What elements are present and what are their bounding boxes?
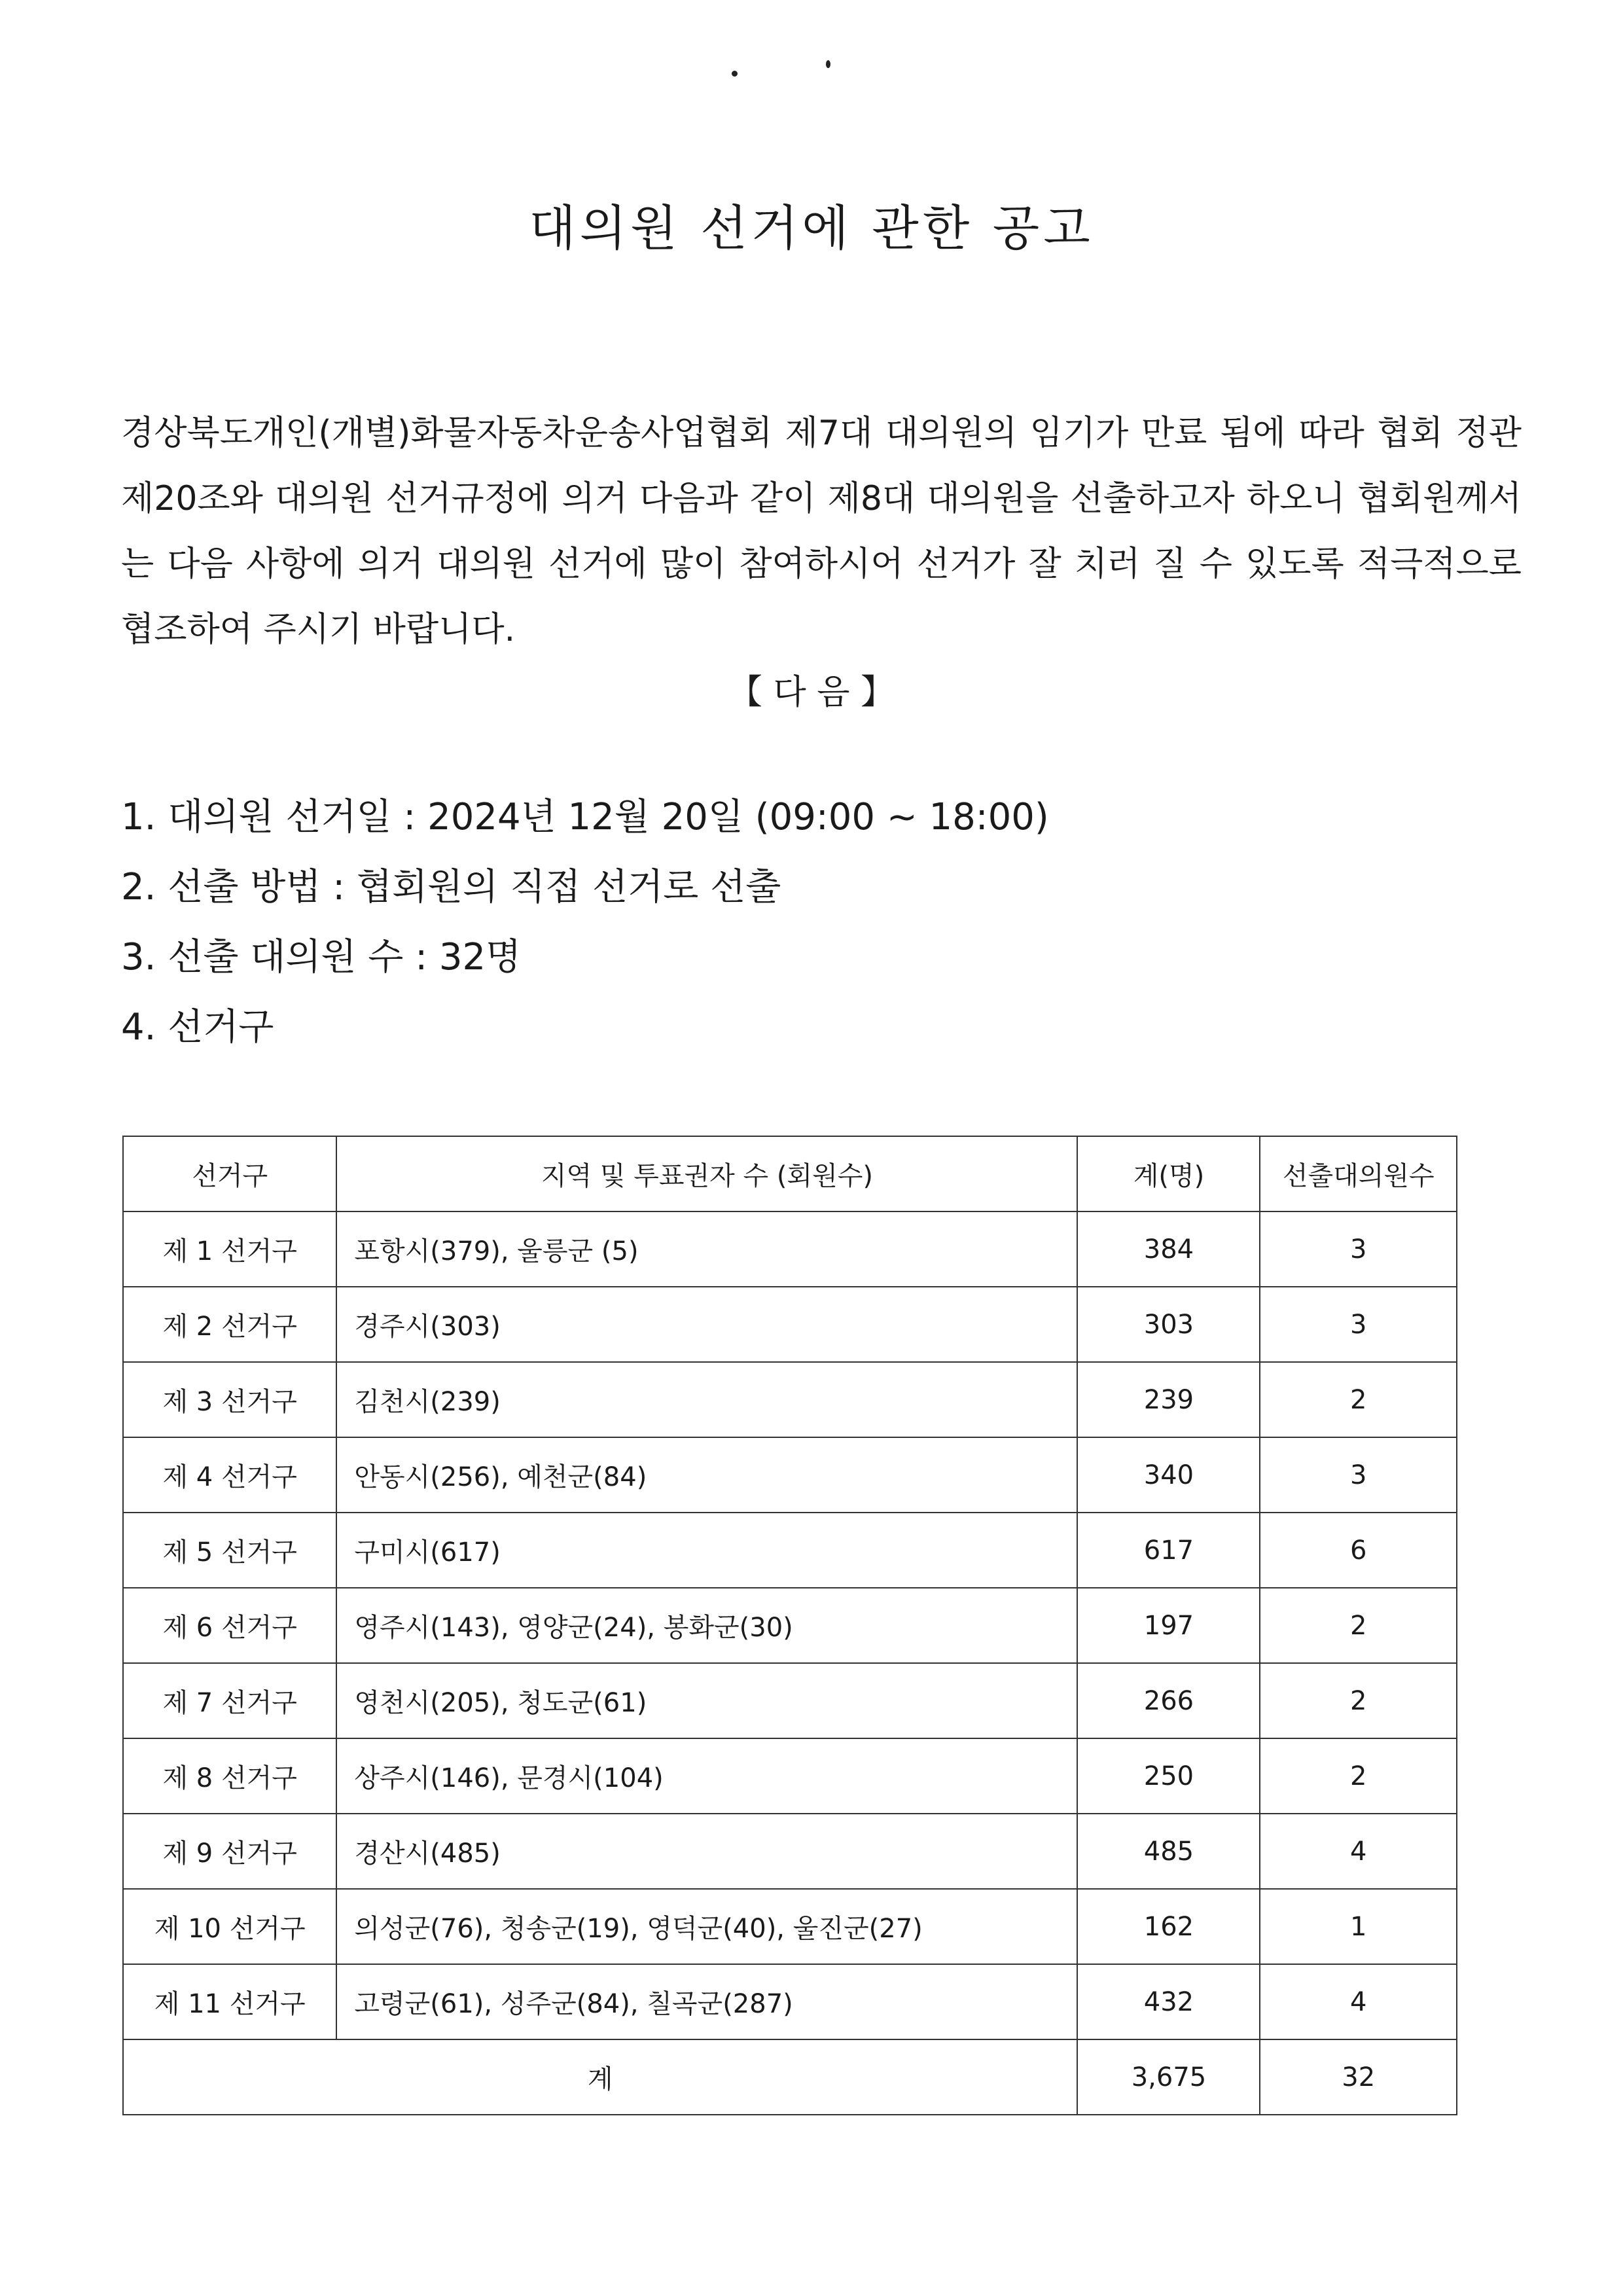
header-total: 계(명) <box>1077 1136 1260 1211</box>
total-cell: 250 <box>1077 1738 1260 1814</box>
table-row <box>123 1437 1457 1513</box>
district-cell: 제 11 선거구 <box>123 1964 336 2039</box>
reps-cell: 4 <box>1260 1964 1457 2039</box>
table-row <box>123 1513 1457 1588</box>
page-title: 대의원 선거에 관한 공고 <box>529 200 1094 257</box>
reps-cell: 3 <box>1260 1211 1457 1287</box>
district-cell: 제 4 선거구 <box>123 1437 336 1513</box>
total-reps: 32 <box>1260 2039 1457 2115</box>
table-header-row <box>123 1136 1457 1211</box>
header-region: 지역 및 투표권자 수 (회원수) <box>336 1136 1077 1211</box>
reps-cell: 2 <box>1260 1362 1457 1437</box>
district-cell: 제 8 선거구 <box>123 1738 336 1814</box>
table-row <box>123 1588 1457 1663</box>
region-cell: 의성군(76), 청송군(19), 영덕군(40), 울진군(27) <box>336 1889 1077 1964</box>
list-item-count: 3. 선출 대의원 수 : 32명 <box>121 936 522 978</box>
list-item-date: 1. 대의원 선거일 : 2024년 12월 20일 (09:00 ~ 18:00) <box>121 796 1049 838</box>
table-row <box>123 1211 1457 1287</box>
table-row <box>123 1362 1457 1437</box>
reps-cell: 3 <box>1260 1437 1457 1513</box>
scan-speck <box>826 60 830 68</box>
total-cell: 340 <box>1077 1437 1260 1513</box>
region-cell: 김천시(239) <box>336 1362 1077 1437</box>
district-cell: 제 3 선거구 <box>123 1362 336 1437</box>
scan-speck <box>732 71 738 77</box>
table-row <box>123 1889 1457 1964</box>
region-cell: 고령군(61), 성주군(84), 칠곡군(287) <box>336 1964 1077 2039</box>
district-cell: 제 5 선거구 <box>123 1513 336 1588</box>
total-cell: 485 <box>1077 1814 1260 1889</box>
total-count: 3,675 <box>1077 2039 1260 2115</box>
region-cell: 경주시(303) <box>336 1287 1077 1362</box>
district-cell: 제 9 선거구 <box>123 1814 336 1889</box>
reps-cell: 2 <box>1260 1738 1457 1814</box>
table-row <box>123 1287 1457 1362</box>
list-item-districts: 4. 선거구 <box>121 1006 274 1049</box>
total-cell: 197 <box>1077 1588 1260 1663</box>
total-cell: 432 <box>1077 1964 1260 2039</box>
table-total-row <box>123 2039 1457 2115</box>
table-row <box>123 1738 1457 1814</box>
table-row <box>123 1814 1457 1889</box>
total-cell: 239 <box>1077 1362 1260 1437</box>
district-table <box>122 1136 1457 2115</box>
total-cell: 617 <box>1077 1513 1260 1588</box>
header-reps: 선출대의원수 <box>1260 1136 1457 1211</box>
region-cell: 영천시(205), 청도군(61) <box>336 1663 1077 1738</box>
region-cell: 안동시(256), 예천군(84) <box>336 1437 1077 1513</box>
district-cell: 제 2 선거구 <box>123 1287 336 1362</box>
table-row <box>123 1663 1457 1738</box>
reps-cell: 6 <box>1260 1513 1457 1588</box>
region-cell: 영주시(143), 영양군(24), 봉화군(30) <box>336 1588 1077 1663</box>
district-cell: 제 1 선거구 <box>123 1211 336 1287</box>
region-cell: 경산시(485) <box>336 1814 1077 1889</box>
section-heading: 【 다 음 】 <box>728 673 895 712</box>
reps-cell: 1 <box>1260 1889 1457 1964</box>
intro-paragraph: 경상북도개인(개별)화물자동차운송사업협회 제7대 대의원의 임기가 만료 됨에 따라 협회 정관 제20조와 대의원 선거규정에 의거 다음과 같이 제8대 대의원을 선출하고자 하오니 협회원께서는 다음 사항에 의거 대의원 선거에 많이 참여하시어 선거가 잘 치러 질 수 있도록 적극적으로 협조하여 주시기 바랍니다. <box>121 414 1522 649</box>
district-cell: 제 10 선거구 <box>123 1889 336 1964</box>
region-cell: 상주시(146), 문경시(104) <box>336 1738 1077 1814</box>
district-cell: 제 6 선거구 <box>123 1588 336 1663</box>
region-cell: 구미시(617) <box>336 1513 1077 1588</box>
list-item-method: 2. 선출 방법 : 협회원의 직접 선거로 선출 <box>121 866 781 908</box>
total-cell: 384 <box>1077 1211 1260 1287</box>
reps-cell: 4 <box>1260 1814 1457 1889</box>
total-label: 계 <box>123 2039 1077 2115</box>
total-cell: 162 <box>1077 1889 1260 1964</box>
header-district: 선거구 <box>123 1136 336 1211</box>
reps-cell: 2 <box>1260 1588 1457 1663</box>
total-cell: 303 <box>1077 1287 1260 1362</box>
district-cell: 제 7 선거구 <box>123 1663 336 1738</box>
item-list <box>121 782 1495 1062</box>
reps-cell: 3 <box>1260 1287 1457 1362</box>
region-cell: 포항시(379), 울릉군 (5) <box>336 1211 1077 1287</box>
table-row <box>123 1964 1457 2039</box>
reps-cell: 2 <box>1260 1663 1457 1738</box>
total-cell: 266 <box>1077 1663 1260 1738</box>
